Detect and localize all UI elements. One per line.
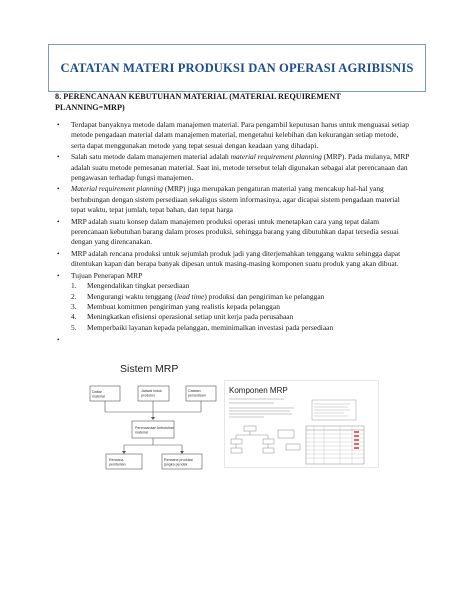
bullet-marker: • [57,271,60,280]
bullet-text: MRP adalah suatu konsep dalam manajemen produksi operasi untuk menetapkan cara yang tepat dalam perencanaan kebutuhan barang dalam proses produksi, sehingga barang yang dibutuhkan dapat tersedia sesuai dengan yang direncanakan. [71,216,399,247]
bullet-text: Material requirement planning (MRP) juga merupakan pengaturan material yang mencakup hal-hal yang berhubungan dengan sistem persediaan sekaligus sistem informasinya, agar dicapai sistem pengadaan material tepat waktu, tepat jumlah, tepat bahan, dan tepat harga [71,184,400,215]
goal-number: 1. [71,281,77,291]
komponen-mrp-diagram [224,380,379,468]
label-rencana-produksi: Rencana produksi jangka pendek [164,458,193,467]
tree-node [278,430,294,438]
title-box [48,44,426,92]
empty-bullet-item [57,335,414,345]
small-table [306,426,364,464]
bullet-marker: • [57,185,60,194]
content-body [57,120,414,346]
bullet-item [57,271,414,281]
tree-node [263,448,274,453]
bullet-item [57,217,414,248]
label-daftar-material: Daftar material [92,390,105,399]
bullet-marker: • [57,249,60,258]
bullet-text: Terdapat banyaknya metode dalam manajemen material. Para pengambil keputusan harus untuk menguasai setiap metode pengadaan material dalam manajemen material, mengetahui kelebihan dan kekurangan setiap metode, serta dapat menggunakan metode yang tepat sesuai dengan keadaan yang dihadapi. [71,120,409,150]
bullet-item [57,120,414,151]
goal-number: 5. [71,322,77,332]
goal-text: Memperbaiki layanan kepada pelanggan, meminimalkan investasi pada persediaan [87,322,334,332]
bullet-marker: • [57,153,60,162]
goal-item [71,312,414,322]
goals-list [71,281,414,333]
label-catatan-persediaan: Catatan persediaan [188,389,206,398]
document-title: CATATAN MATERI PRODUKSI DAN OPERASI AGRIBISNIS [60,60,414,75]
goal-item [71,302,414,312]
label-jadwal-induk: Jadwal induk produksi [141,389,162,398]
label-perencanaan: Perencanaan kebutuhan material [135,426,175,435]
goal-text: Mengendalikan tingkat persediaan [87,281,190,291]
goal-text: Mengurangi waktu tenggang (lead time) produksi dan pengiriman ke pelanggan [87,291,325,301]
bullet-item [57,152,414,183]
label-rencana-pembelian: Rencana pembelian [109,458,126,467]
goal-item [71,323,414,333]
tree-node [231,448,242,453]
bullet-text: MRP adalah rencana produksi untuk sejumlah produk jadi yang diterjemahkan tenggang waktu sehingga dapat ditentukan kapan dan berapa banyak dipesan untuk masing-masing komponen suatu produk yang akan dibuat. [71,248,401,269]
tree-node [286,444,300,450]
goal-number: 4. [71,312,77,322]
sistem-mrp-diagram [74,360,219,472]
goal-text: Membuat komitmen pengiriman yang realistis kepada pelanggan [87,301,280,311]
tree-node [263,439,274,444]
goal-item [71,292,414,302]
tree-node [231,439,242,444]
section-heading: 8. PERENCANAAN KEBUTUHAN MATERIAL (MATERIAL REQUIREMENT PLANNING=MRP) [55,92,341,112]
goal-number: 2. [71,291,77,301]
goal-text: Meningkatkan efisiensi operasional setiap unit kerja pada perusahaan [87,312,294,322]
diagram-title: Komponen MRP [229,386,288,395]
goal-number: 3. [71,301,77,311]
bullet-item [57,249,414,270]
goal-item [71,281,414,291]
bullet-marker: • [57,217,60,226]
tree-node [244,426,256,431]
bullet-text: Salah satu metode dalam manajemen material adalah material requirement planning (MRP). Pada mulanya, MRP adalah suatu metode pemesanan material. Saat ini, metode tersebut telah digunakan sebagai alat perencanaan dan pengawasan terhadap fungsi manajemen. [71,152,410,183]
bullet-marker: • [57,121,60,129]
bullet-text: Tujuan Penerapan MRP [71,270,143,280]
diagram-title: Sistem MRP [120,363,179,375]
bullet-marker: • [57,336,60,345]
bullet-item [57,184,414,215]
